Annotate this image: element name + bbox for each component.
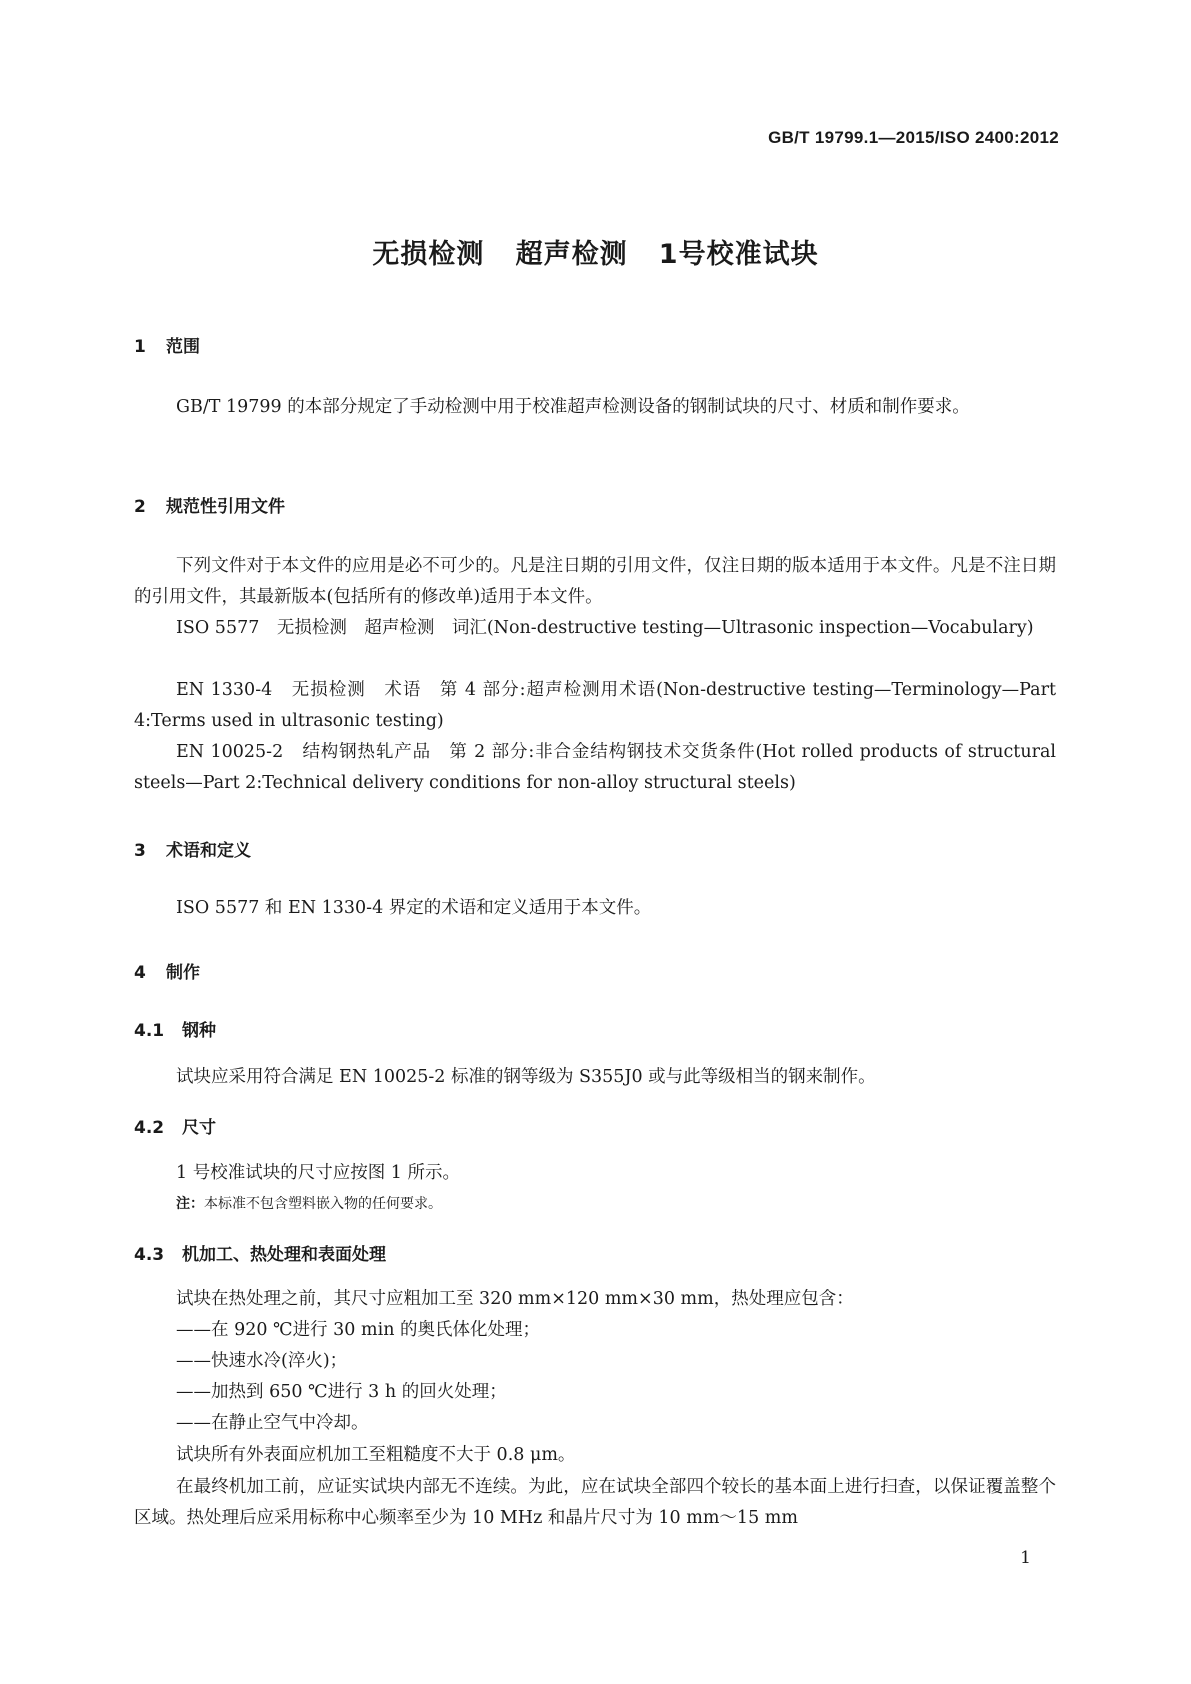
section-4-heading — [134, 958, 200, 983]
section-4-3-paragraph-2: 试块所有外表面应机加工至粗糙度不大于 0.8 μm。 — [176, 1445, 576, 1465]
section-title: 钢种 — [182, 1021, 216, 1041]
section-4-3-paragraph-3: 在最终机加工前，应证实试块内部无不连续。为此，应在试块全部四个较长的基本面上进行扫查，以保证覆盖整个区域。热处理后应采用标称中心频率至少为 10 MHz 和晶片尺寸为 10 mm～15 mm — [134, 1477, 1056, 1528]
section-number: 4.3 — [134, 1245, 165, 1265]
section-4-2-heading — [134, 1113, 216, 1138]
section-1-paragraph: GB/T 19799 的本部分规定了手动检测中用于校准超声检测设备的钢制试块的尺寸、材质和制作要求。 — [176, 397, 970, 417]
section-4-3-heading — [134, 1240, 386, 1265]
section-number: 4.2 — [134, 1118, 165, 1138]
section-number: 4.1 — [134, 1021, 165, 1041]
list-item: ——加热到 650 ℃进行 3 h 的回火处理； — [176, 1382, 507, 1402]
section-number: 1 — [134, 337, 146, 357]
note-label: 注： — [176, 1196, 204, 1212]
section-4-1-paragraph: 试块应采用符合满足 EN 10025-2 标准的钢等级为 S355J0 或与此等级相当的钢来制作。 — [176, 1067, 876, 1087]
section-2-paragraph: 下列文件对于本文件的应用是必不可少的。凡是注日期的引用文件，仅注日期的版本适用于本文件。凡是不注日期的引用文件，其最新版本(包括所有的修改单)适用于本文件。 — [134, 556, 1056, 607]
section-3-heading — [134, 836, 251, 861]
section-title: 制作 — [166, 963, 200, 983]
list-item: ——快速水冷(淬火)； — [176, 1351, 348, 1371]
section-1-heading — [134, 332, 200, 357]
section-number: 3 — [134, 841, 146, 861]
note-text: 本标准不包含塑料嵌入物的任何要求。 — [204, 1196, 442, 1212]
section-title: 术语和定义 — [166, 841, 251, 861]
section-4-3-paragraph: 试块在热处理之前，其尺寸应粗加工至 320 mm×120 mm×30 mm，热处理应包含： — [176, 1289, 854, 1309]
list-item: ——在静止空气中冷却。 — [176, 1413, 369, 1433]
section-4-1-heading — [134, 1016, 216, 1041]
section-title: 范围 — [166, 337, 200, 357]
list-item: ——在 920 ℃进行 30 min 的奥氏体化处理； — [176, 1320, 541, 1340]
reference-en-1330-4: EN 1330-4 无损检测 术语 第 4 部分:超声检测用术语(Non-destructive testing—Terminology—Part 4:Terms used in ultrasonic testing) — [134, 680, 1056, 731]
section-3-paragraph: ISO 5577 和 EN 1330-4 界定的术语和定义适用于本文件。 — [176, 898, 652, 918]
section-number: 2 — [134, 497, 146, 517]
section-4-2-paragraph: 1 号校准试块的尺寸应按图 1 所示。 — [176, 1163, 460, 1183]
section-2-heading — [134, 492, 285, 517]
note — [176, 1193, 442, 1215]
reference-iso-5577: ISO 5577 无损检测 超声检测 词汇(Non-destructive testing—Ultrasonic inspection—Vocabulary) — [176, 618, 1034, 638]
document-title: 无损检测 超声检测 1号校准试块 — [372, 239, 819, 270]
section-title: 规范性引用文件 — [166, 497, 285, 517]
reference-en-10025-2: EN 10025-2 结构钢热轧产品 第 2 部分:非合金结构钢技术交货条件(Hot rolled products of structural steels—Part 2:Technical delivery conditions for non-alloy structural steels) — [134, 742, 1056, 793]
page-number: 1 — [1020, 1548, 1031, 1568]
section-title: 尺寸 — [182, 1118, 216, 1138]
section-number: 4 — [134, 963, 146, 983]
standard-code: GB/T 19799.1—2015/ISO 2400:2012 — [768, 128, 1059, 147]
section-title: 机加工、热处理和表面处理 — [182, 1245, 386, 1265]
